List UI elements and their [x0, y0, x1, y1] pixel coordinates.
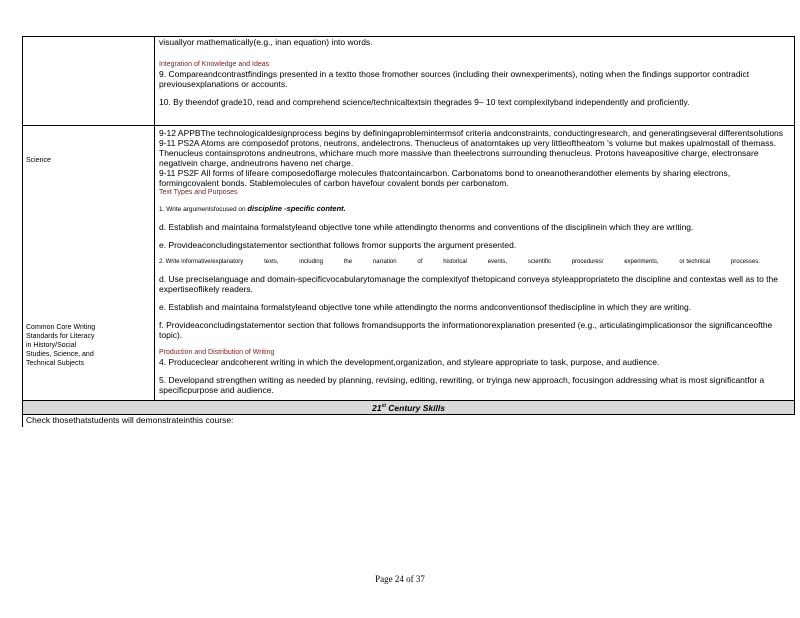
- writing-standard-2-word: events,: [487, 259, 508, 265]
- skills-header-cell: [23, 401, 795, 415]
- section-heading-text-types: Text Types and Purposes: [159, 189, 238, 196]
- writing-standard-1: [159, 205, 790, 214]
- page-number: Page 24 of 37: [375, 574, 425, 584]
- row-label-cell: [23, 126, 155, 401]
- science-label: Science: [26, 157, 51, 164]
- common-core-label-line: in History/Social: [26, 342, 77, 349]
- common-core-label: [26, 323, 151, 368]
- writing-standard-2-word: historical: [443, 259, 467, 265]
- standards-body-cell: [155, 126, 795, 401]
- writing-standard-1-emphasis: discipline -specific content.: [247, 204, 346, 213]
- standard-item-9: 9. Compareandcontrastfindings presented in a textto those fromother sources (including their ownexperiments), noting when the findings supportor contradict previousexplanations or accounts.: [159, 69, 750, 89]
- table-row-check: [23, 414, 795, 427]
- writing-standard-2-word: the: [343, 259, 353, 265]
- check-cell: [23, 414, 795, 427]
- writing-standard-2-word: scientific: [527, 259, 551, 265]
- skills-title-suffix: st: [381, 403, 386, 409]
- standards-table: [22, 36, 795, 427]
- writing-standard-2-word: or technical: [679, 259, 711, 265]
- continued-line: visuallyor mathematically(e.g., inan equation) into words.: [159, 37, 373, 47]
- table-row-skills-header: [23, 401, 795, 415]
- science-standard-1: 9-12 APPBThe technologicaldesignprocess begins by definingaproblemintermsof criteria andconstraints, conductingresearch, and generatingseveral differentsolutions: [159, 128, 784, 138]
- common-core-label-line: Technical Subjects: [26, 360, 84, 367]
- writing-standard-2-word: narration: [372, 259, 397, 265]
- continuation-cell: [155, 37, 795, 126]
- section-heading-integration: Integration of Knowledge and Ideas: [159, 61, 270, 68]
- writing-standard-2: [159, 258, 790, 266]
- writing-standard-1d: d. Establish and maintaina formalstyleand objective tone while attendingto thenorms and conventions of the disciplinein which they are writing.: [159, 222, 694, 232]
- writing-standard-2-word: 2. Write informative/explanatory: [159, 259, 244, 265]
- writing-standard-2f: f. Provideaconcludingstatementor section that follows fromandsupports the informationorexplanation presented (e.g., articulatingimplicationsor the significanceofthe topic).: [159, 320, 773, 340]
- writing-standard-4: 4. Produceclear andcoherent writing in which the development,organization, and styleare appropriate to task, purpose, and audience.: [159, 357, 660, 367]
- document-page: [22, 36, 784, 427]
- writing-standard-1-prefix: 1. Write argumentsfocused on: [159, 206, 246, 213]
- writing-standard-2-word: processes.: [730, 259, 760, 265]
- writing-standard-2e: e. Establish and maintaina formalstyleand objective tone while attendingto the norms andconventionsof thediscipline in which they are writing.: [159, 302, 692, 312]
- common-core-label-line: Studies, Science, and: [26, 351, 94, 358]
- writing-standard-2-word: texts,: [264, 259, 279, 265]
- common-core-label-line: Standards for Literacy: [26, 333, 95, 340]
- page-footer: [0, 574, 800, 584]
- writing-standard-5: 5. Developand strengthen writing as needed by planning, revising, editing, rewriting, or tryinga new approach, focusingon addressing what is most significantfor a specificpurpose and audience.: [159, 375, 765, 395]
- section-heading-production: Production and Distribution of Writing: [159, 349, 275, 356]
- writing-standard-2-word: experiments,: [624, 259, 659, 265]
- standard-item-10: 10. By theendof grade10, read and comprehend science/technicaltextsin thegrades 9– 10 text complexityband independently and proficiently.: [159, 97, 690, 107]
- writing-standard-2-word: of: [417, 259, 423, 265]
- science-standard-3: 9-11 PS2F All forms of lifeare composedoflarge molecules thatcontaincarbon. Carbonatoms bond to oneanotherandother elements by sharing electrons, formingcovalent bonds. Stablemolecules of carbon havefour covalent bonds per carbonatom.: [159, 168, 731, 188]
- table-row-science-writing: [23, 126, 795, 401]
- check-instruction: Check thosethatstudents will demonstrateinthis course:: [26, 414, 234, 425]
- skills-title-text: Century Skills: [385, 402, 445, 413]
- common-core-label-line: Common Core Writing: [26, 324, 96, 331]
- writing-standard-2d: d. Use preciselanguage and domain-specificvocabularytomanage the complexityof thetopicand conveya styleappropriateto the discipline and contextas well as to the expertiseoflikely readers.: [159, 274, 778, 294]
- science-standard-2: 9-11 PS2A Atoms are composedof protons, neutrons, andelectrons. Thenucleus of anatomtakes up very littleoftheatom 's volume but makes upalmostall of themass. Thenucleus containsprotons andneutrons, whichare much more massive than theelectrons surrounding thenucleus. Protons haveapositive charge, electronsare negativein charge, andneutrons haveno net charge.: [159, 138, 776, 168]
- writing-standard-1e: e. Provideaconcludingstatementor sectionthat follows fromor supports the argument presented.: [159, 240, 517, 250]
- skills-title-number: 21: [372, 402, 382, 413]
- writing-standard-2-word: including: [299, 259, 323, 265]
- writing-standard-2-word: procedures/: [571, 259, 604, 265]
- table-row-continuation: [23, 37, 795, 126]
- row-label-empty: [23, 37, 155, 126]
